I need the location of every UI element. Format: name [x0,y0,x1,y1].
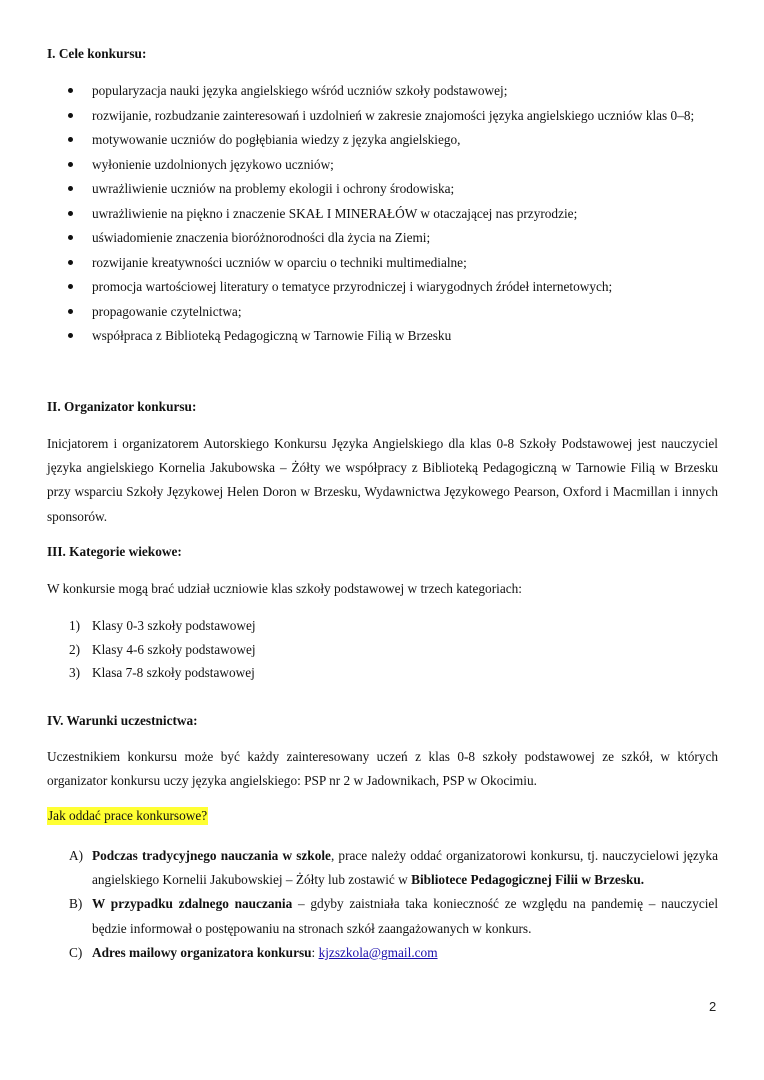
list-number: 3) [69,665,81,680]
list-item [47,251,718,275]
list-item-text: uwrażliwienie uczniów na problemy ekologii i ochrony środowiska; [92,181,455,196]
bullet-icon [68,211,73,216]
bullet-icon [68,235,73,240]
list-item [47,202,718,226]
list-item-text: rozwijanie, rozbudzanie zainteresowań i uzdolnień w zakresie znajomości języka angielskiego uczniów klas 0–8; [92,107,695,123]
list-item [47,661,256,685]
bullet-icon [68,186,73,191]
list-item [47,226,718,250]
list-item-text: motywowanie uczniów do pogłębiania wiedzy z języka angielskiego, [92,132,461,147]
list-item [47,153,718,177]
list-item-text: rozwijanie kreatywności uczniów w oparciu o techniki multimedialne; [92,254,467,270]
section-heading-conditions: IV. Warunki uczestnictwa: [47,713,198,728]
list-item-text: popularyzacja nauki języka angielskiego wśród uczniów szkoły podstawowej; [92,83,508,98]
list-item [47,614,256,638]
list-item [47,275,718,299]
list-item-text: Klasy 4-6 szkoły podstawowej [92,641,256,657]
option-bold-lead: Adres mailowy organizatora konkursu [92,944,312,960]
list-item-text: promocja wartościowej literatury o tematyce przyrodniczej i wiarygodnych źródeł internetowych; [92,279,613,294]
list-letter: B) [69,896,83,912]
organizer-email-link[interactable]: kjzszkola@gmail.com [318,944,438,960]
list-item [47,638,256,662]
section-heading-goals: I. Cele konkursu: [47,46,147,61]
list-item-text: wyłonienie uzdolnionych językowo uczniów; [92,156,334,172]
list-item-text: Klasa 7-8 szkoły podstawowej [92,665,255,680]
bullet-icon [68,260,73,265]
option-bold-lead: Podczas tradycyjnego nauczania w szkole [92,848,331,863]
list-item-text: Klasy 0-3 szkoły podstawowej [92,618,256,633]
bullet-icon [68,162,73,167]
goals-list [47,79,718,348]
list-item-text: propagowanie czytelnictwa; [92,303,242,319]
bullet-icon [68,88,73,93]
list-item [47,844,718,892]
list-item-text: współpraca z Biblioteką Pedagogiczną w Tarnowie Filią w Brzesku [92,328,452,343]
option-bold-tail: Bibliotece Pedagogicznej Filii w Brzesku. [411,872,645,888]
categories-list [47,614,256,685]
list-item-text: uświadomienie znaczenia bioróżnorodności dla życia na Ziemi; [92,230,431,245]
list-letter: A) [69,848,84,863]
list-item [47,324,718,348]
organizer-paragraph: Inicjatorem i organizatorem Autorskiego Konkursu Języka Angielskiego dla klas 0-8 Szkoły Podstawowej jest nauczyciel języka angielskiego Kornelia Jakubowska – Żółty we współpracy z Biblioteką Pedagogiczną w Tarnowie Filią w Brzesku przy wsparciu Szkoły Językowej Helen Doron w Brzesku, Wydawnictwa Językowego Pearson, Oxford i Macmillan i innych sponsorów. [47,436,718,524]
bullet-icon [68,284,73,289]
list-item [47,177,718,201]
conditions-paragraph: Uczestnikiem konkursu może być każdy zainteresowany uczeń z klas 0-8 szkoły podstawowej ze szkół, w których organizator konkursu uczy języka angielskiego: PSP nr 2 w Jadownikach, PSP w Okocimiu. [47,749,718,789]
list-number: 1) [69,618,81,633]
bullet-icon [68,113,73,118]
bullet-icon [68,309,73,314]
list-item [47,79,718,103]
list-item [47,941,718,965]
list-item [47,892,718,940]
option-text: – gdyby zaistniała taka konieczność ze względu na pandemię – nauczyciel będzie informował o postępowaniu na stronach szkół zaangażowanych w konkurs. [92,896,719,936]
list-item [47,104,718,128]
option-bold-lead: W przypadku zdalnego nauczania [92,896,293,912]
list-item [47,300,718,324]
section-heading-organizer: II. Organizator konkursu: [47,399,197,414]
bullet-icon [68,137,73,142]
section-heading-categories: III. Kategorie wiekowe: [47,544,182,559]
list-letter: C) [69,944,83,960]
list-item-text: uwrażliwienie na piękno i znaczenie SKAŁ I MINERAŁÓW w otaczającej nas przyrodzie; [92,205,578,221]
option-text: , prace należy oddać organizatorowi konkursu, tj. nauczycielowi języka angielskiego Kornelii Jakubowskiej – Żółty lub zostawić w [92,848,718,888]
page-number: 2 [709,999,717,1014]
highlighted-question: Jak oddać prace konkursowe? [48,808,208,823]
option-text: : [311,944,319,960]
bullet-icon [68,333,73,338]
list-number: 2) [69,641,81,657]
submission-options-list [47,844,718,965]
list-item [47,128,718,152]
categories-intro: W konkursie mogą brać udział uczniowie klas szkoły podstawowej w trzech kategoriach: [47,581,522,596]
